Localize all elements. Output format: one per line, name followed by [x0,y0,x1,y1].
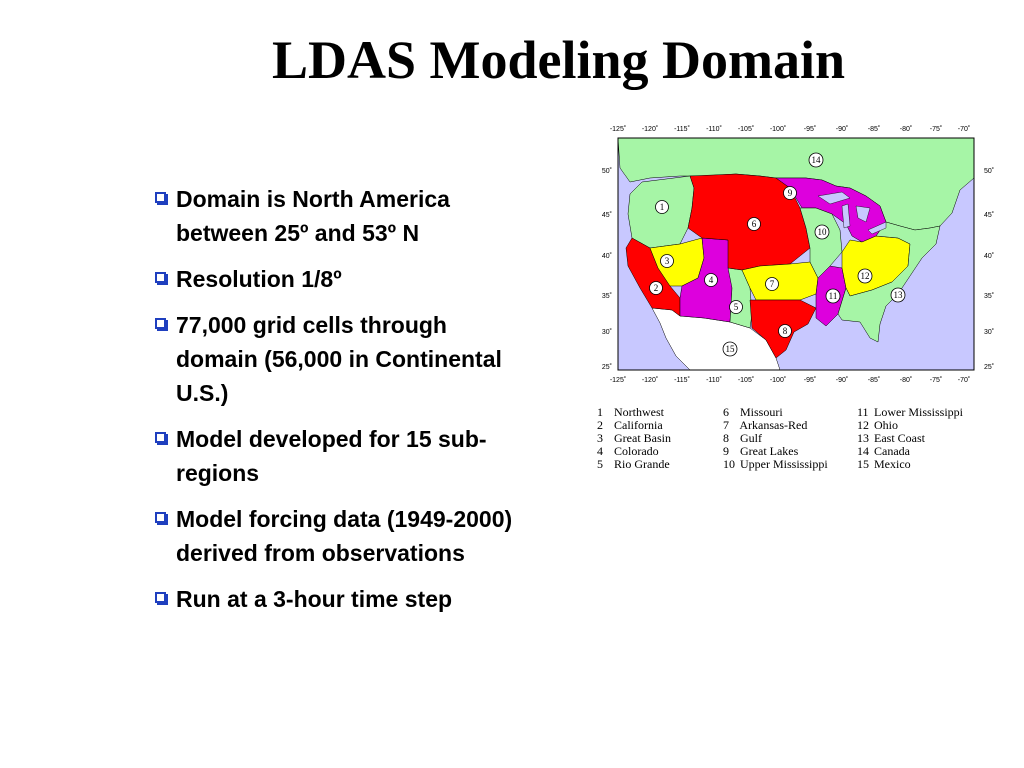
region-number: 4 [708,275,714,285]
lon-tick-label: -75˚ [929,126,943,133]
bullet-text: Model developed for 15 sub-regions [176,426,487,486]
region-marker [748,218,761,231]
region-arkansas-red [742,262,818,300]
legend-number: 9 [723,444,729,458]
legend-number: 4 [597,444,603,458]
legend-label: Great Basin [614,431,671,445]
lon-tick-label: -105˚ [737,377,755,384]
legend-item [857,458,997,471]
region-number: 14 [811,155,821,165]
legend-number: 8 [723,431,729,445]
bullet-text: Model forcing data (1949-2000) derived from observations [176,506,513,566]
checkbox-bullet-icon [155,432,166,443]
region-marker [891,288,905,302]
legend-label: Ohio [874,418,898,432]
bullet-list [152,182,532,628]
lat-tick-label: 30˚ [984,329,995,336]
lon-tick-label: -85˚ [867,126,881,133]
lat-tick-label: 25˚ [984,364,995,371]
checkbox-bullet-icon [155,592,166,603]
legend-label: Missouri [740,405,783,419]
lon-tick-label: -120˚ [641,377,659,384]
region-number: 6 [751,219,757,229]
region-number: 1 [659,202,665,212]
region-marker [766,278,779,291]
legend-column [723,406,857,471]
region-marker [730,301,743,314]
lat-tick-label: 50˚ [601,168,612,175]
lon-tick-label: -125˚ [609,126,627,133]
legend-number: 15 [857,457,869,471]
lon-tick-label: -80˚ [899,126,913,133]
lon-tick-label: -125˚ [609,377,627,384]
lon-tick-label: -70˚ [957,377,971,384]
region-marker [650,282,663,295]
legend-number: 14 [857,444,869,458]
lat-tick-label: 30˚ [601,329,612,336]
lon-tick-label: -90˚ [835,126,849,133]
lat-tick-label: 25˚ [601,364,612,371]
region-marker [779,325,792,338]
lon-tick-label: -95˚ [803,126,817,133]
lon-tick-label: -95˚ [803,377,817,384]
lon-tick-label: -105˚ [737,126,755,133]
legend-number: 6 [723,405,729,419]
lon-tick-label: -75˚ [929,377,943,384]
bullet-text: 77,000 grid cells through domain (56,000 in Continental U.S.) [176,312,502,406]
lat-tick-label: 50˚ [984,168,995,175]
lat-ticks-left [602,167,612,371]
region-marker [858,269,872,283]
region-number: 15 [725,344,735,354]
lon-tick-label: -90˚ [835,377,849,384]
bullet-text: Domain is North America between 25º and 53º N [176,186,450,246]
lat-tick-label: 40˚ [984,253,995,260]
legend-label: Upper Mississippi [740,457,828,471]
legend-label: Lower Mississippi [874,405,964,419]
region-number: 12 [860,271,870,281]
legend-label: Colorado [614,444,659,458]
legend-label: East Coast [874,431,925,445]
lon-tick-label: -100˚ [769,377,787,384]
legend-label: Rio Grande [614,457,670,471]
region-number: 5 [733,302,739,312]
lon-tick-label: -85˚ [867,377,881,384]
region-marker [705,274,718,287]
lon-tick-label: -100˚ [769,126,787,133]
lat-ticks-right [984,167,994,371]
lat-tick-label: 45˚ [601,212,612,219]
legend-number: 7 [723,418,729,432]
checkbox-bullet-icon [155,192,166,203]
region-marker [723,342,737,356]
bullet-item [152,582,532,616]
lon-tick-label: -120˚ [641,126,659,133]
region-marker [815,225,829,239]
legend-number: 13 [857,431,869,445]
legend-label: Arkansas-Red [739,418,808,432]
bullet-item [152,502,532,570]
region-number: 10 [817,227,827,237]
lon-tick-label: -110˚ [706,126,722,133]
region-marker [826,289,840,303]
legend-number: 5 [597,457,603,471]
checkbox-bullet-icon [155,318,166,329]
legend-label: Mexico [874,457,911,471]
bullet-item [152,308,532,410]
region-number: 7 [769,279,775,289]
region-legend [597,406,997,471]
region-number: 11 [828,291,838,301]
checkbox-bullet-icon [155,512,166,523]
legend-label: Northwest [614,405,664,419]
region-marker [656,201,669,214]
legend-item [723,458,857,471]
lon-tick-label: -115˚ [674,377,690,384]
lon-tick-label: -110˚ [706,377,722,384]
slide-title: LDAS Modeling Domain [272,30,846,90]
lon-tick-label: -115˚ [674,126,690,133]
legend-number: 10 [723,457,735,471]
region-marker [661,255,674,268]
bullet-item [152,182,532,250]
region-number: 3 [664,256,670,266]
lat-tick-label: 35˚ [984,293,995,300]
lat-tick-label: 35˚ [601,293,612,300]
region-number: 13 [893,290,903,300]
region-number: 9 [787,188,793,198]
legend-column [857,406,997,471]
legend-number: 1 [597,405,603,419]
lat-tick-label: 45˚ [984,212,995,219]
region-marker [784,187,797,200]
legend-column [597,406,723,471]
bullet-text: Resolution 1/8º [176,266,342,292]
domain-map-svg [580,118,1000,388]
checkbox-bullet-icon [155,272,166,283]
legend-label: Gulf [740,431,762,445]
legend-number: 12 [857,418,869,432]
domain-map [580,118,1000,388]
bullet-text: Run at a 3-hour time step [176,586,453,612]
lat-tick-label: 40˚ [601,253,612,260]
lon-tick-label: -70˚ [957,126,971,133]
region-marker [809,153,823,167]
bullet-item [152,422,532,490]
legend-item [597,458,723,471]
legend-number: 11 [857,405,869,419]
legend-number: 2 [597,418,603,432]
lon-tick-label: -80˚ [899,377,913,384]
legend-label: Canada [874,444,910,458]
legend-label: Great Lakes [740,444,799,458]
region-number: 2 [653,283,659,293]
region-number: 8 [782,326,788,336]
bullet-item [152,262,532,296]
lon-ticks-bottom [610,376,970,384]
lon-ticks-top [610,125,970,133]
legend-label: California [614,418,663,432]
legend-number: 3 [597,431,603,445]
